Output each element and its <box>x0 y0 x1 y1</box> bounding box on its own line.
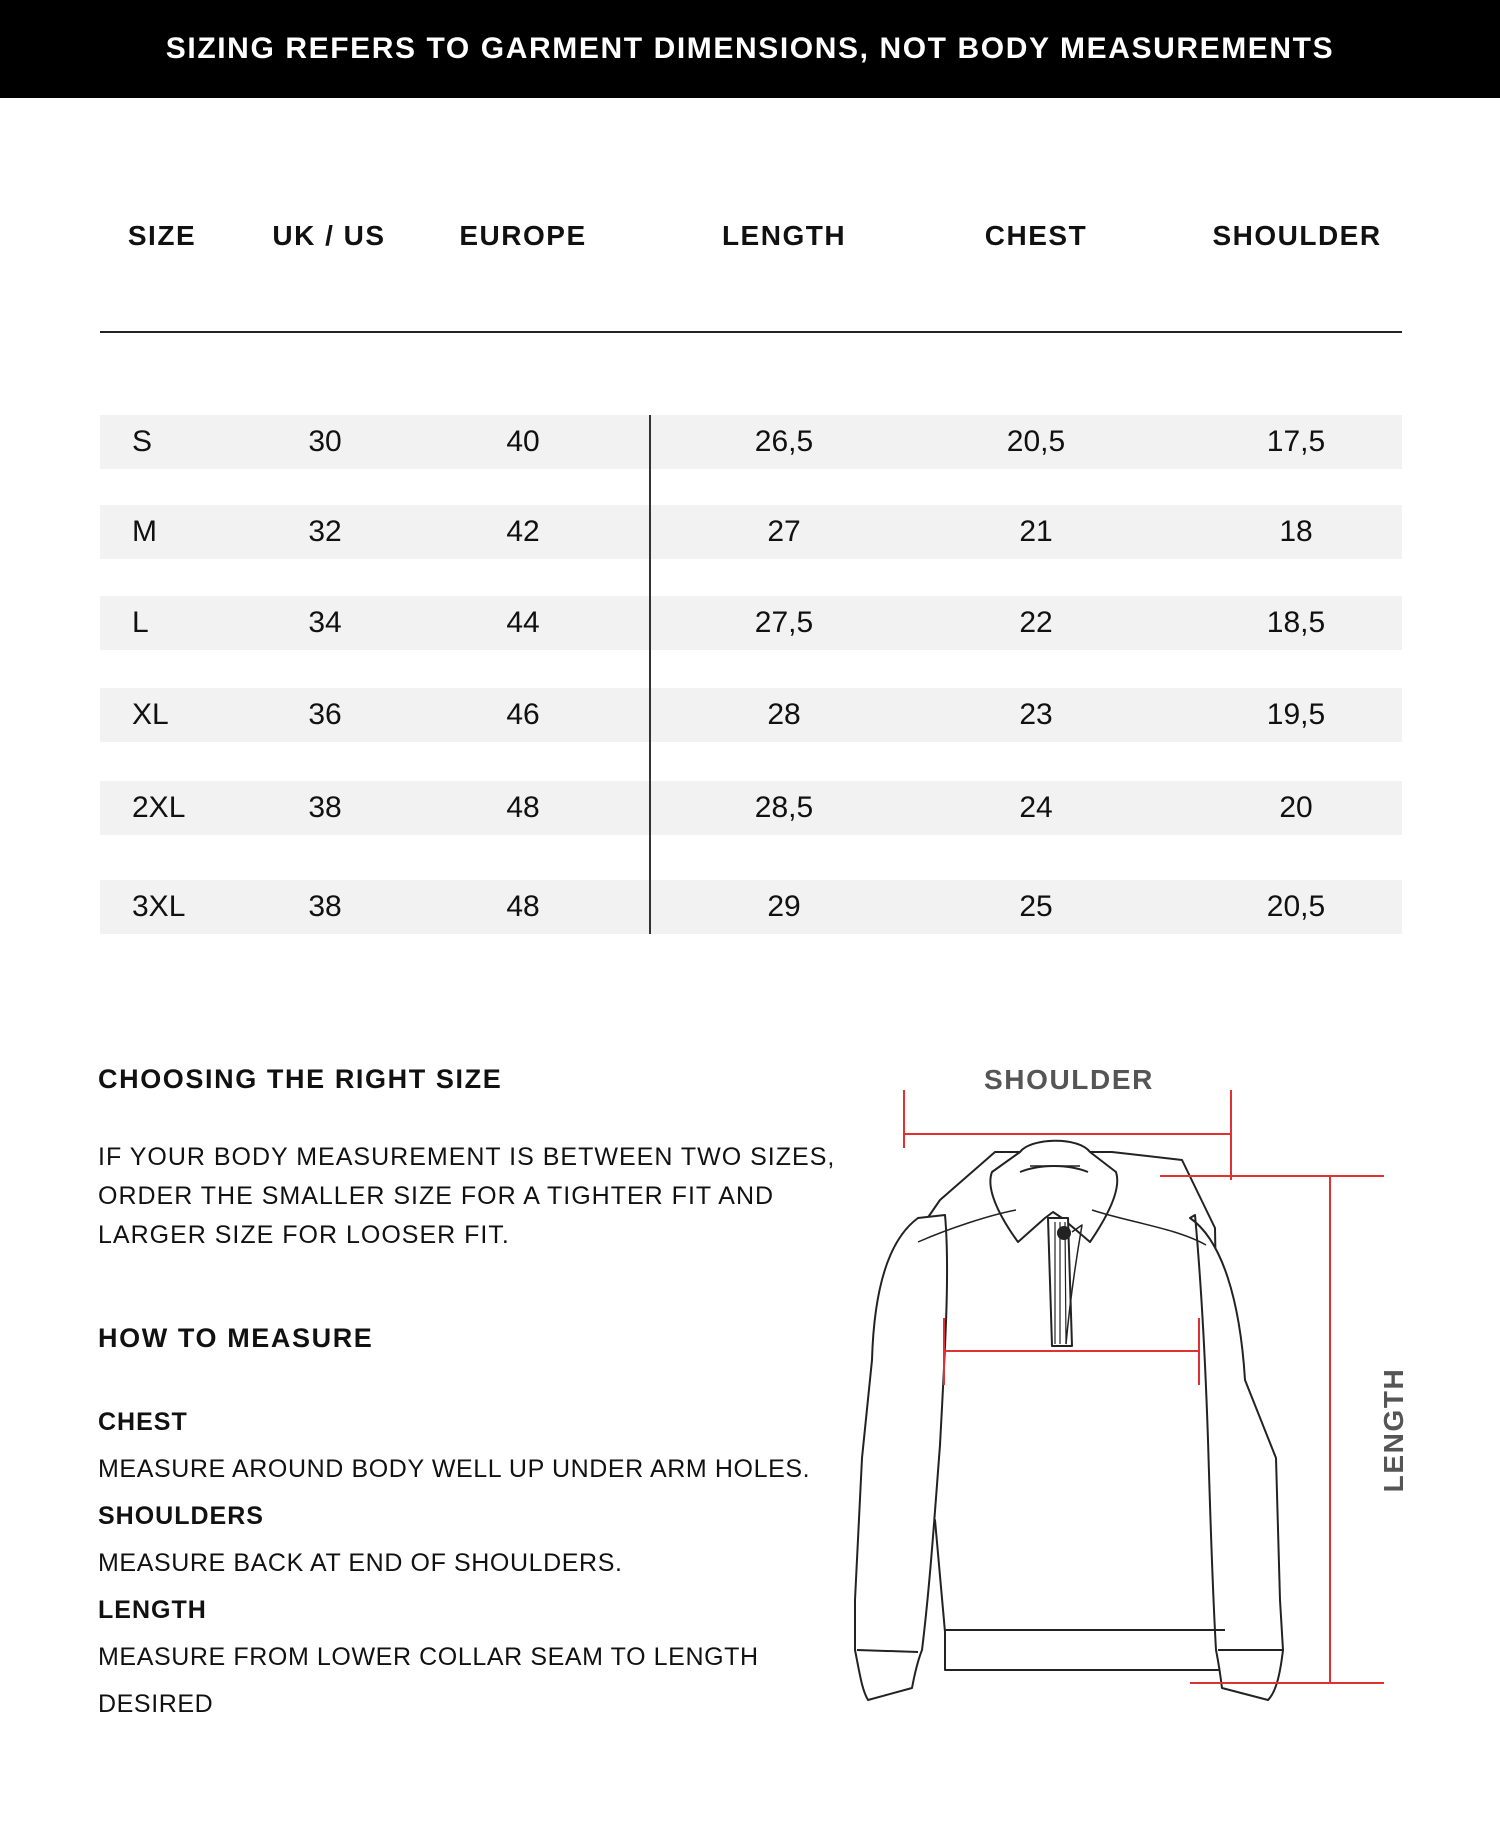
cell-europe: 48 <box>506 890 540 923</box>
column-divider <box>649 415 651 934</box>
cell-europe: 48 <box>506 791 540 824</box>
cell-length: 29 <box>767 890 801 923</box>
length-title: LENGTH <box>98 1596 207 1624</box>
cell-size: 3XL <box>132 890 186 923</box>
table-row <box>100 880 1402 934</box>
cell-uk-us: 34 <box>308 606 342 639</box>
cell-size: L <box>132 606 149 639</box>
chest-text: MEASURE AROUND BODY WELL UP UNDER ARM HOLES. <box>98 1455 811 1483</box>
cell-size: M <box>132 515 157 548</box>
sizing-banner-text: SIZING REFERS TO GARMENT DIMENSIONS, NOT BODY MEASUREMENTS <box>165 32 1335 65</box>
cell-shoulder: 19,5 <box>1266 698 1326 731</box>
length-label: LENGTH <box>1378 1367 1409 1493</box>
header-divider <box>100 331 1402 333</box>
cell-chest: 25 <box>1019 890 1053 923</box>
choosing-title: CHOOSING THE RIGHT SIZE <box>98 1064 503 1094</box>
shoulders-text: MEASURE BACK AT END OF SHOULDERS. <box>98 1549 623 1577</box>
table-row <box>100 415 1402 469</box>
cell-uk-us: 38 <box>308 791 342 824</box>
chest-title: CHEST <box>98 1408 188 1436</box>
cell-shoulder: 18,5 <box>1266 606 1326 639</box>
cell-europe: 46 <box>506 698 540 731</box>
cell-europe: 44 <box>506 606 540 639</box>
cell-length: 28 <box>767 698 801 731</box>
col-header-size: SIZE <box>127 220 197 251</box>
cell-uk-us: 38 <box>308 890 342 923</box>
choosing-line: IF YOUR BODY MEASUREMENT IS BETWEEN TWO SIZES, <box>98 1143 836 1171</box>
table-row <box>100 781 1402 835</box>
cell-uk-us: 32 <box>308 515 342 548</box>
table-row <box>100 688 1402 742</box>
cell-size: 2XL <box>132 791 186 824</box>
cell-size: XL <box>132 698 169 731</box>
cell-size: S <box>132 425 153 458</box>
cell-length: 28,5 <box>754 791 814 824</box>
choosing-line: ORDER THE SMALLER SIZE FOR A TIGHTER FIT AND <box>98 1182 775 1210</box>
measure-title: HOW TO MEASURE <box>98 1323 374 1353</box>
cell-chest: 22 <box>1019 606 1053 639</box>
col-header-europe: EUROPE <box>459 220 587 251</box>
sizing-banner <box>0 0 1500 98</box>
cell-length: 27 <box>767 515 801 548</box>
cell-shoulder: 18 <box>1279 515 1313 548</box>
length-line: MEASURE FROM LOWER COLLAR SEAM TO LENGTH <box>98 1643 759 1671</box>
polo-shirt-illustration <box>840 1080 1400 1720</box>
col-header-shoulder: SHOULDER <box>1212 220 1382 251</box>
col-header-chest: CHEST <box>984 220 1088 251</box>
cell-europe: 42 <box>506 515 540 548</box>
choosing-line: LARGER SIZE FOR LOOSER FIT. <box>98 1221 510 1249</box>
shoulder-label: SHOULDER <box>984 1064 1154 1095</box>
cell-chest: 20,5 <box>1006 425 1066 458</box>
cell-uk-us: 36 <box>308 698 342 731</box>
polo-outline <box>855 1141 1283 1700</box>
cell-chest: 21 <box>1019 515 1053 548</box>
table-row <box>100 505 1402 559</box>
table-row <box>100 596 1402 650</box>
cell-europe: 40 <box>506 425 540 458</box>
cell-length: 26,5 <box>754 425 814 458</box>
shoulders-title: SHOULDERS <box>98 1502 264 1530</box>
cell-chest: 24 <box>1019 791 1053 824</box>
cell-shoulder: 17,5 <box>1266 425 1326 458</box>
cell-shoulder: 20,5 <box>1266 890 1326 923</box>
length-line: DESIRED <box>98 1690 214 1718</box>
col-header-uk-us: UK / US <box>272 220 386 251</box>
cell-chest: 23 <box>1019 698 1053 731</box>
col-header-length: LENGTH <box>721 220 847 251</box>
cell-uk-us: 30 <box>308 425 342 458</box>
cell-length: 27,5 <box>754 606 814 639</box>
cell-shoulder: 20 <box>1279 791 1313 824</box>
